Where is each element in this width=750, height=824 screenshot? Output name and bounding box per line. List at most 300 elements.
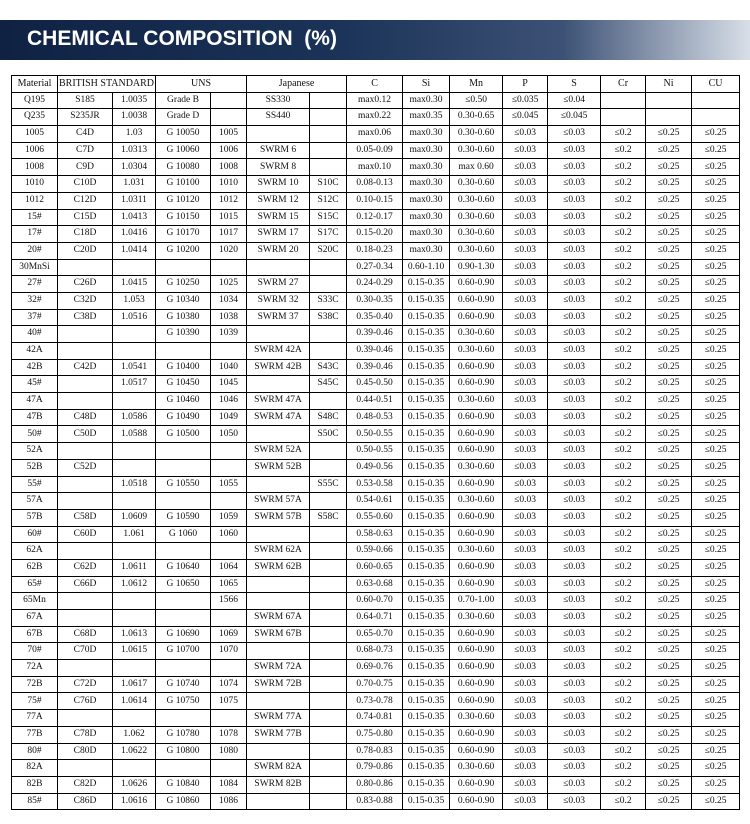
cell-japanese-wire: SWRM 77A [247,710,310,727]
cell-japanese-steel: S58C [310,509,347,526]
cell-c: 0.53-0.58 [347,476,403,493]
cell-japanese-steel [310,276,347,293]
cell-cu: ≤0.25 [692,326,740,343]
cell-british-standard [58,710,113,727]
cell-british-number [113,393,156,410]
cell-cr: ≤0.2 [601,209,646,226]
cell-si: 0.15-0.35 [403,676,450,693]
cell-cu: ≤0.25 [692,509,740,526]
cell-cu: ≤0.25 [692,610,740,627]
cell-japanese-steel [310,610,347,627]
cell-material: 47B [12,409,58,426]
cell-cr: ≤0.2 [601,793,646,810]
cell-ni: ≤0.25 [646,376,692,393]
cell-japanese-steel: S15C [310,209,347,226]
cell-c: 0.10-0.15 [347,192,403,209]
cell-material: 15# [12,209,58,226]
table-row [12,543,740,560]
cell-british-standard [58,493,113,510]
cell-uns-grade [156,443,211,460]
cell-japanese-wire: SWRM 52A [247,443,310,460]
cell-japanese-steel [310,593,347,610]
cell-mn: 0.60-0.90 [450,776,503,793]
cell-si: 0.15-0.35 [403,660,450,677]
cell-c: max0.10 [347,159,403,176]
cell-japanese-wire: SWRM 17 [247,226,310,243]
cell-mn: 0.30-0.60 [450,209,503,226]
cell-uns-grade: G 10060 [156,142,211,159]
cell-si: 0.15-0.35 [403,693,450,710]
cell-uns-grade: G 10450 [156,376,211,393]
table-row [12,292,740,309]
cell-cr: ≤0.2 [601,276,646,293]
cell-mn: 0.60-0.90 [450,409,503,426]
table-row [12,393,740,410]
cell-uns-number: 1078 [211,726,247,743]
cell-uns-grade: G 10100 [156,176,211,193]
cell-british-standard: C76D [58,693,113,710]
cell-japanese-wire [247,426,310,443]
cell-p: ≤0.03 [503,743,548,760]
cell-ni: ≤0.25 [646,660,692,677]
cell-c: 0.08-0.13 [347,176,403,193]
table-row [12,426,740,443]
cell-mn: 0.60-0.90 [450,676,503,693]
cell-material: 82B [12,776,58,793]
cell-material: 45# [12,376,58,393]
table-row [12,443,740,460]
cell-uns-number [211,660,247,677]
cell-uns-number [211,443,247,460]
cell-s: ≤0.03 [548,626,601,643]
cell-ni: ≤0.25 [646,760,692,777]
cell-cr: ≤0.2 [601,343,646,360]
table-row [12,376,740,393]
cell-british-number: 1.0415 [113,276,156,293]
cell-si: max0.30 [403,176,450,193]
cell-japanese-steel [310,109,347,126]
cell-british-standard [58,376,113,393]
cell-uns-number: 1069 [211,626,247,643]
cell-ni: ≤0.25 [646,776,692,793]
cell-uns-grade: Grade B [156,92,211,109]
cell-material: 32# [12,292,58,309]
cell-material: 55# [12,476,58,493]
cell-mn: 0.60-0.90 [450,576,503,593]
cell-japanese-wire: SS440 [247,109,310,126]
cell-mn: 0.30-0.60 [450,459,503,476]
col-header-british-standard: BRITISH STANDARD [58,76,156,93]
cell-mn: 0.60-0.90 [450,476,503,493]
cell-material: 62B [12,559,58,576]
table-row [12,493,740,510]
cell-cu: ≤0.25 [692,593,740,610]
cell-c: 0.63-0.68 [347,576,403,593]
cell-p: ≤0.03 [503,459,548,476]
cell-c: 0.18-0.23 [347,242,403,259]
cell-british-standard: C70D [58,643,113,660]
cell-material: 70# [12,643,58,660]
cell-japanese-steel: S10C [310,176,347,193]
cell-c: 0.69-0.76 [347,660,403,677]
table-row [12,192,740,209]
cell-cr: ≤0.2 [601,509,646,526]
cell-japanese-wire [247,476,310,493]
cell-japanese-wire: SWRM 62A [247,543,310,560]
cell-si: max0.30 [403,209,450,226]
cell-material: 52A [12,443,58,460]
cell-british-number [113,326,156,343]
cell-british-standard: C58D [58,509,113,526]
cell-mn: 0.30-0.60 [450,126,503,143]
chemical-composition-table [11,75,740,810]
table-row [12,509,740,526]
cell-british-number [113,543,156,560]
cell-japanese-steel: S33C [310,292,347,309]
cell-ni: ≤0.25 [646,159,692,176]
cell-mn: 0.30-0.60 [450,176,503,193]
cell-p: ≤0.03 [503,593,548,610]
cell-si: 0.15-0.35 [403,426,450,443]
cell-uns-number: 1045 [211,376,247,393]
table-row [12,660,740,677]
cell-japanese-steel: S50C [310,426,347,443]
cell-ni: ≤0.25 [646,476,692,493]
cell-ni: ≤0.25 [646,710,692,727]
cell-british-number: 1.0313 [113,142,156,159]
cell-c: 0.05-0.09 [347,142,403,159]
cell-british-number [113,610,156,627]
cell-cr: ≤0.2 [601,543,646,560]
cell-mn: max 0.60 [450,159,503,176]
cell-japanese-steel: S20C [310,242,347,259]
cell-mn: 0.90-1.30 [450,259,503,276]
cell-mn: 0.30-0.60 [450,760,503,777]
cell-uns-grade [156,343,211,360]
cell-ni: ≤0.25 [646,576,692,593]
cell-uns-number: 1084 [211,776,247,793]
cell-s: ≤0.03 [548,176,601,193]
cell-p: ≤0.03 [503,443,548,460]
table-row [12,309,740,326]
cell-c: 0.60-0.70 [347,593,403,610]
cell-s: ≤0.03 [548,493,601,510]
cell-ni: ≤0.25 [646,326,692,343]
table-row [12,459,740,476]
cell-c: 0.59-0.66 [347,543,403,560]
cell-japanese-wire: SWRM 8 [247,159,310,176]
cell-uns-number: 1050 [211,426,247,443]
cell-japanese-wire [247,326,310,343]
cell-cr: ≤0.2 [601,409,646,426]
cell-british-standard [58,476,113,493]
cell-c: 0.73-0.78 [347,693,403,710]
col-header-material: Material [12,76,58,93]
table-row [12,693,740,710]
cell-si: 0.15-0.35 [403,326,450,343]
cell-material: 85# [12,793,58,810]
cell-material: 1006 [12,142,58,159]
cell-s: ≤0.03 [548,376,601,393]
cell-s: ≤0.03 [548,660,601,677]
cell-mn: ≤0.50 [450,92,503,109]
cell-mn: 0.30-0.60 [450,326,503,343]
cell-british-number: 1.0588 [113,426,156,443]
cell-uns-number: 1039 [211,326,247,343]
cell-p: ≤0.03 [503,409,548,426]
cell-uns-grade: G 10700 [156,643,211,660]
cell-cr: ≤0.2 [601,292,646,309]
cell-british-standard: C62D [58,559,113,576]
cell-material: 30MnSi [12,259,58,276]
cell-british-standard: C86D [58,793,113,810]
cell-material: 52B [12,459,58,476]
cell-p: ≤0.03 [503,192,548,209]
cell-si: max0.30 [403,226,450,243]
table-row [12,726,740,743]
cell-british-standard: S235JR [58,109,113,126]
cell-japanese-wire [247,376,310,393]
table-row [12,326,740,343]
cell-s: ≤0.03 [548,142,601,159]
cell-japanese-wire: SS330 [247,92,310,109]
cell-japanese-steel [310,526,347,543]
cell-p: ≤0.03 [503,543,548,560]
cell-ni: ≤0.25 [646,693,692,710]
cell-cr: ≤0.2 [601,593,646,610]
cell-s: ≤0.03 [548,443,601,460]
cell-uns-number: 1080 [211,743,247,760]
table-row [12,359,740,376]
cell-cr: ≤0.2 [601,676,646,693]
cell-cu: ≤0.25 [692,576,740,593]
cell-material: 20# [12,242,58,259]
cell-uns-grade [156,493,211,510]
cell-cr: ≤0.2 [601,159,646,176]
table-row [12,409,740,426]
cell-mn: 0.60-0.90 [450,793,503,810]
cell-cu [692,92,740,109]
cell-uns-grade: G 10050 [156,126,211,143]
cell-british-standard: C82D [58,776,113,793]
table-row [12,626,740,643]
cell-s: ≤0.03 [548,292,601,309]
cell-mn: 0.60-0.90 [450,359,503,376]
cell-cr: ≤0.2 [601,760,646,777]
cell-japanese-steel [310,443,347,460]
cell-cr: ≤0.2 [601,643,646,660]
col-header-c: C [347,76,403,93]
cell-material: Q195 [12,92,58,109]
cell-british-number: 1.0586 [113,409,156,426]
cell-japanese-wire [247,743,310,760]
cell-british-number: 1.0609 [113,509,156,526]
cell-mn: 0.60-0.90 [450,426,503,443]
cell-british-standard [58,543,113,560]
cell-japanese-steel: S43C [310,359,347,376]
cell-british-number [113,259,156,276]
cell-british-standard [58,259,113,276]
cell-material: 60# [12,526,58,543]
cell-c: 0.39-0.46 [347,326,403,343]
cell-p: ≤0.03 [503,292,548,309]
cell-cu: ≤0.25 [692,242,740,259]
cell-cu: ≤0.25 [692,459,740,476]
cell-s: ≤0.03 [548,159,601,176]
table-row [12,760,740,777]
cell-japanese-wire: SWRM 57B [247,509,310,526]
cell-cu: ≤0.25 [692,443,740,460]
table-row [12,710,740,727]
col-header-si: Si [403,76,450,93]
cell-cr: ≤0.2 [601,776,646,793]
cell-s: ≤0.03 [548,509,601,526]
cell-japanese-steel [310,142,347,159]
cell-uns-grade: G 10640 [156,559,211,576]
cell-uns-grade [156,610,211,627]
cell-ni: ≤0.25 [646,292,692,309]
cell-british-number: 1.0611 [113,559,156,576]
table-row [12,109,740,126]
cell-s: ≤0.03 [548,459,601,476]
cell-cu: ≤0.25 [692,710,740,727]
col-header-p: P [503,76,548,93]
cell-ni: ≤0.25 [646,309,692,326]
cell-p: ≤0.03 [503,359,548,376]
cell-uns-grade: Grade D [156,109,211,126]
cell-si: 0.15-0.35 [403,526,450,543]
cell-uns-number [211,109,247,126]
cell-cu: ≤0.25 [692,476,740,493]
cell-japanese-steel [310,793,347,810]
cell-mn: 0.60-0.90 [450,509,503,526]
cell-japanese-wire: SWRM 32 [247,292,310,309]
cell-uns-grade [156,259,211,276]
cell-uns-grade: G 10400 [156,359,211,376]
cell-s: ≤0.03 [548,726,601,743]
cell-uns-grade: G 10840 [156,776,211,793]
cell-material: 65Mn [12,593,58,610]
cell-c: 0.79-0.86 [347,760,403,777]
cell-japanese-steel: S48C [310,409,347,426]
cell-british-number: 1.0414 [113,242,156,259]
cell-p: ≤0.03 [503,676,548,693]
cell-si: 0.15-0.35 [403,559,450,576]
cell-british-standard: C60D [58,526,113,543]
cell-si: max0.30 [403,92,450,109]
cell-mn: 0.30-0.60 [450,192,503,209]
table-row [12,92,740,109]
cell-c: 0.83-0.88 [347,793,403,810]
cell-japanese-wire: SWRM 62B [247,559,310,576]
cell-british-number [113,593,156,610]
cell-ni: ≤0.25 [646,276,692,293]
cell-uns-grade: G 10590 [156,509,211,526]
cell-british-standard [58,593,113,610]
cell-uns-grade: G 10380 [156,309,211,326]
cell-c: 0.80-0.86 [347,776,403,793]
cell-mn: 0.60-0.90 [450,309,503,326]
cell-cu: ≤0.25 [692,743,740,760]
table-row [12,259,740,276]
cell-japanese-steel [310,559,347,576]
cell-c: 0.50-0.55 [347,426,403,443]
cell-british-standard [58,443,113,460]
cell-si: 0.15-0.35 [403,593,450,610]
cell-british-standard: C72D [58,676,113,693]
cell-p: ≤0.03 [503,393,548,410]
cell-cu: ≤0.25 [692,376,740,393]
cell-ni: ≤0.25 [646,259,692,276]
cell-japanese-wire: SWRM 12 [247,192,310,209]
cell-japanese-steel [310,676,347,693]
cell-cr: ≤0.2 [601,126,646,143]
cell-c: 0.50-0.55 [347,443,403,460]
cell-british-number: 1.053 [113,292,156,309]
cell-uns-number [211,543,247,560]
cell-british-number: 1.0612 [113,576,156,593]
cell-uns-grade: G 10490 [156,409,211,426]
cell-mn: 0.30-0.60 [450,142,503,159]
cell-british-number: 1.0516 [113,309,156,326]
cell-s: ≤0.03 [548,793,601,810]
cell-japanese-steel [310,776,347,793]
cell-s: ≤0.04 [548,92,601,109]
cell-uns-number: 1074 [211,676,247,693]
cell-cr: ≤0.2 [601,726,646,743]
cell-cu: ≤0.25 [692,226,740,243]
cell-c: 0.15-0.20 [347,226,403,243]
cell-british-number [113,443,156,460]
cell-c: 0.35-0.40 [347,309,403,326]
col-header-s: S [548,76,601,93]
cell-cr: ≤0.2 [601,393,646,410]
cell-british-standard: C12D [58,192,113,209]
cell-si: 0.15-0.35 [403,393,450,410]
cell-s: ≤0.03 [548,226,601,243]
page-title: CHEMICAL COMPOSITION (%) [27,27,337,50]
table-row [12,126,740,143]
col-header-japanese: Japanese [247,76,347,93]
cell-s: ≤0.03 [548,343,601,360]
cell-british-number: 1.0517 [113,376,156,393]
cell-p: ≤0.03 [503,559,548,576]
cell-material: 47A [12,393,58,410]
cell-japanese-steel [310,459,347,476]
cell-p: ≤0.03 [503,226,548,243]
cell-material: 1010 [12,176,58,193]
cell-material: 72A [12,660,58,677]
cell-cu: ≤0.25 [692,626,740,643]
table-row [12,226,740,243]
cell-british-standard: C52D [58,459,113,476]
cell-si: max0.30 [403,242,450,259]
cell-c: 0.65-0.70 [347,626,403,643]
cell-uns-grade: G 10250 [156,276,211,293]
table-row [12,743,740,760]
table-row [12,209,740,226]
cell-ni: ≤0.25 [646,593,692,610]
cell-japanese-wire [247,259,310,276]
cell-cu: ≤0.25 [692,126,740,143]
cell-cr: ≤0.2 [601,459,646,476]
cell-uns-number: 1046 [211,393,247,410]
cell-uns-grade [156,760,211,777]
cell-uns-number: 1040 [211,359,247,376]
cell-mn: 0.60-0.90 [450,276,503,293]
cell-material: 40# [12,326,58,343]
cell-cr: ≤0.2 [601,493,646,510]
